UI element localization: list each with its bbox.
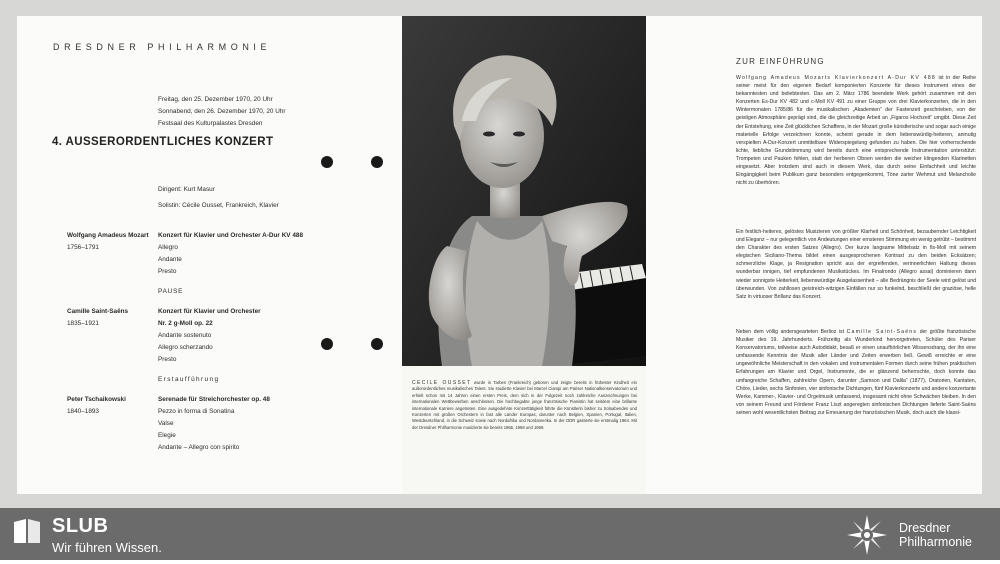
movement: Allegro: [158, 244, 178, 251]
movement: Andante: [158, 256, 182, 263]
pause-label: PAUSE: [158, 288, 184, 295]
intro-paragraph-3-start: Neben dem völlig andersgearteten Berlioz ist: [736, 329, 845, 335]
punch-hole: [321, 156, 333, 168]
intro-heading: ZUR EINFÜHRUNG: [736, 57, 825, 66]
intro-text-block-3: [736, 328, 976, 417]
soloist-line: Solistin: Cécile Ousset, Frankreich, Klavier: [158, 202, 279, 209]
premiere-label: Erstaufführung: [158, 376, 220, 383]
slub-name[interactable]: SLUB: [52, 515, 109, 537]
movement: Andante – Allegro con spirito: [158, 444, 240, 451]
composer-mozart: Wolfgang Amadeus Mozart: [67, 232, 149, 239]
intro-text-block-1: [736, 74, 976, 187]
work-mozart: Konzert für Klavier und Orchester A-Dur KV 488: [158, 232, 304, 239]
movement: Presto: [158, 268, 177, 275]
work-tchaikovsky: Serenade für Streichorchester op. 48: [158, 396, 270, 403]
composer-saint-saens: Camille Saint-Saëns: [67, 308, 129, 315]
years-tchaikovsky: 1840–1893: [67, 408, 99, 415]
caption-name: CECILE OUSSET: [412, 380, 472, 386]
date-line-2: Sonnabend, den 26. Dezember 1970, 20 Uhr: [158, 108, 286, 115]
movement: Presto: [158, 356, 177, 363]
caption-text: wurde in Tarbes (Frankreich) geboren und zeigte bereits in frühester Kindheit ein außerordentliches musikalisches Talent. Sie studierte Klavier bei Marcel Ciampi am Pariser Nationalkonservatorium und erhielt schon mit 14 Jahren einen ersten Preis, dem sich in der Folgezeit noch zahlreiche Auszeichnungen bei internationalen Wettbewerben anschlossen. Die hochbegabte junge französische Pianistin hat seitdem eine brillante internationale Karriere angetreten. Eine ausgedehnte Konzerttätigkeit führte die Künstlerin bisher zu Soloabenden und Konzerten mit großen Orchestern in fast alle Länder Europas, darunter nach Belgien, Spanien, Portugal, Italien, Westdeutschland, in die Schweiz sowie nach Nordafrika und Nordamerika. In der DDR gastierte sie erstmalig 1964. Mit der Dresdner Philharmonie musizierte sie bereits 1966, 1968 und 1969.: [412, 380, 637, 430]
partner-name[interactable]: [899, 521, 972, 549]
venue-line: Festsaal des Kulturpalastes Dresden: [158, 120, 263, 127]
concert-title: 4. AUSSERORDENTLICHES KONZERT: [52, 136, 274, 148]
movement: Valse: [158, 420, 174, 427]
punch-hole: [321, 338, 333, 350]
slub-tagline: Wir führen Wissen.: [52, 540, 162, 555]
intro-composer-name: Camille Saint-Saëns: [846, 329, 918, 335]
movement: Pezzo in forma di Sonatina: [158, 408, 235, 415]
intro-paragraph-2: Ein festlich-heiteres, gelöstes Musizieren von größter Klarheit und Schönheit, bezaubernder Leichtigkeit und Eleganz – nur gelegentlich von Andeutungen einer ernsteren Stimmung ein wenig getrübt – bestimmt den Charakter des ersten Satzes (Allegro). Der kurze langsame Mittelsatz in fis-Moll mit seinem elegischen Siciliano-Thema bildet einen ausgesprochenen Kontrast zu den beiden Ecksätzen; schmerzliche Klage, ja Resignation spricht aus der ergreifenden, verinnerlichten Haltung dieses wunderbar innigen, tief empfundenen Musikstückes. Im Finalrondo (Allegro assai) dominieren dann wieder sonnigste Heiterkeit, liebenswürdige Ausgelassenheit – alle Bedrängnis der Seele wird gelöst und überwunden. Von zahllosen geistreich-witzigen Einfällen nur so funkelnd, beschließt der graziöse, helle Satz in virtuoser Brillanz das Konzert.: [736, 229, 976, 300]
pianist-photo: [402, 16, 646, 366]
punch-hole: [371, 156, 383, 168]
movement: Allegro scherzando: [158, 344, 213, 351]
photo-caption: [412, 380, 637, 431]
footer-bar: [0, 508, 1000, 560]
orchestra-header: DRESDNER PHILHARMONIE: [53, 42, 272, 52]
partner-name-line-2: Philharmonie: [899, 535, 972, 549]
composer-tchaikovsky: Peter Tschaikowski: [67, 396, 126, 403]
movement: Andante sostenuto: [158, 332, 212, 339]
program-page: [17, 16, 402, 494]
date-line-1: Freitag, den 25. Dezember 1970, 20 Uhr: [158, 96, 273, 103]
conductor-line: Dirigent: Kurt Masur: [158, 186, 215, 193]
slub-book-icon[interactable]: [12, 516, 42, 546]
years-saint-saens: 1835–1921: [67, 320, 99, 327]
intro-paragraph-1: ist in der Reihe seiner meist für den eigenen Bedarf komponierten Konzerte für dieses Instrument eines der bekanntesten und beliebtesten. Das am 2. März 1786 beendete Werk gehört zusammen mit den Konzerten Es-Dur KV 482 und c-Moll KV 491 zu einer Gruppe von drei Klavierkonzerten, die in den Wintermonaten 1785/86 für die musikalischen „Akademien“ der Fastenzeit geschrieben, von der geistigen Atmosphäre geprägt sind, die die gleichzeitige Arbeit an „Figaros Hochzeit“ umgibt. Diese Zeit der Entstehung, eine Zeit glücklichen Schaffens, in der Mozart große künstlerische und sogar auch einige materielle Erfolge verzeichnen konnte, scheint gerade in dem liebenswürdig-heiteren, anmutig verspielten A-Dur-Konzert unmittelbare Widerspiegelung gefunden zu haben. Die hier vorherrschende lichte, liebliche Grundstimmung wird bereits durch eine entsprechende Instrumentation unterstützt: Trompeten und Pauken fehlen, statt der herberen Oboen werden die weicher klingenden Klarinetten eingesetzt. Aber trotzdem sind auch in diesem Werk, das durch seine Einfachheit und leichte Eingängigkeit beim Publikum ganz besonders entgegenkommt, Töne zarter Wehmut und Melancholie nicht zu überhören.: [736, 75, 977, 187]
movement: Elegie: [158, 432, 176, 439]
philharmonie-emblem-icon[interactable]: [843, 511, 891, 559]
intro-paragraph-3-rest: der größte französische Musiker des 19. Jahrhunderts. Frühzeitig als Wunderkind hervorgetreten, Schüler des Pariser Konservatoriums, teilweise auch Autodidakt, besaß er einen unaufhörlichen Wissensdrang, der ihn eine umfassende Kenntnis der Musik aller Länder und Zeiten erwerben ließ. Gewiß erreichte er eine ungewöhnliche Meisterschaft in den vokalen und instrumentalen Formen durch seine frühen praktischen Erfahrungen am Klavier und Orgel, Instrumente, die er glänzend beherrschte, doch konnte das umfangreiche Schaffen, zahlreiche Opern, darunter „Samson und Dalila“ (1877), Oratorien, Kantaten, Chöre, Lieder, sechs Sinfonien, vier sinfonische Dichtungen, fünf Klavierkonzerte und andere konzertante Werke, Kammer-, Klavier- und Orgelmusik umfassend, insgesamt nicht ohne Schwächen bleiben. In den von seinem Freund und Förderer Franz Liszt angeregten sinfonischen Dichtungen lieferte Saint-Saëns seinen wohl wesentlichsten Beitrag zur Erneuerung der französischen Musik, doch auch die klassi-: [736, 329, 976, 416]
years-mozart: 1756–1791: [67, 244, 99, 251]
work-saint-saens-line-2: Nr. 2 g-Moll op. 22: [158, 320, 213, 327]
work-saint-saens-line-1: Konzert für Klavier und Orchester: [158, 308, 261, 315]
partner-name-line-1: Dresdner: [899, 521, 951, 535]
intro-lead: Wolfgang Amadeus Mozarts Klavierkonzert A-Dur KV 488: [736, 75, 936, 81]
punch-hole: [371, 338, 383, 350]
